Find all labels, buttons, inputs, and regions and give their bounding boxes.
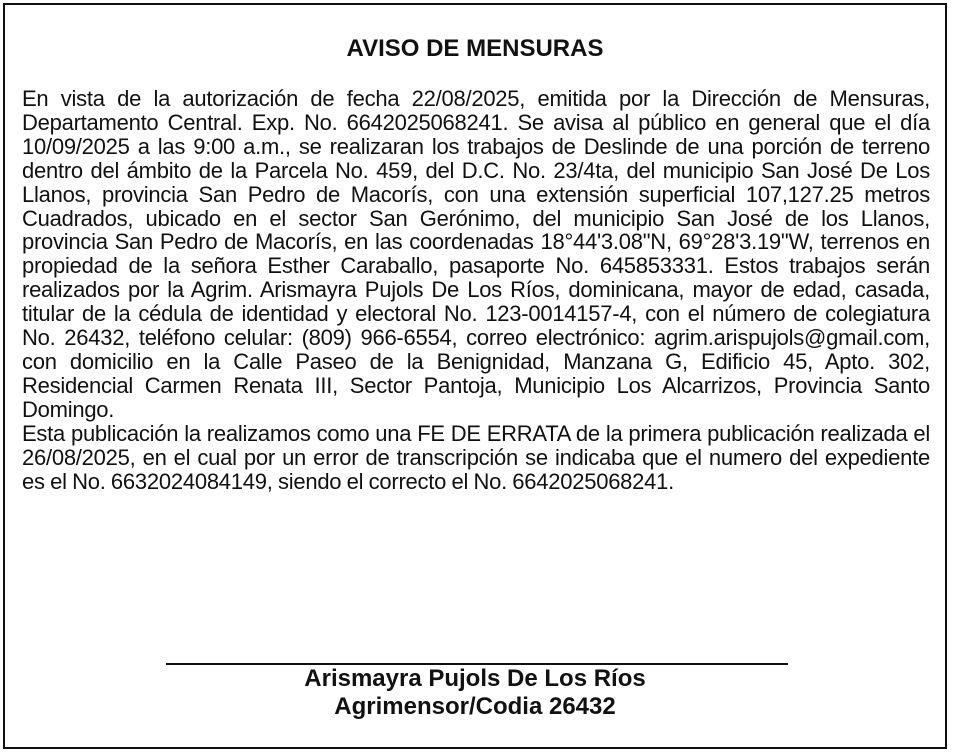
notice-paragraph-main: En vista de la autorización de fecha 22/08/2025, emitida por la Dirección de Mensuras, Departamento Central. Exp. No. 6642025068241. Se avisa al público en general que el día 10/09/2025 a las 9:00 a.m., se realizaran los trabajos de Deslinde de una porción de terreno dentro del ámbito de la Parcela No. 459, del D.C. No. 23/4ta, del municipio San José De Los Llanos, provincia San Pedro de Macorís, con una extensión superficial 107,127.25 metros Cuadrados, ubicado en el sector San Gerónimo, del municipio San José de los Llanos, provincia San Pedro de Macorís, en las coordenadas 18°44'3.08"N, 69°28'3.19"W, terrenos en propiedad de la señora Esther Caraballo, pasaporte No. 645853331. Estos trabajos serán realizados por la Agrim. Arismayra Pujols De Los Ríos, dominicana, mayor de edad, casada, titular de la cédula de identidad y electoral No. 123-0014157-4, con el número de colegiatura No. 26432, teléfono celular: (809) 966-6554, correo electrónico: agrim.arispujols@gmail.com, con domicilio en la Calle Paseo de la Benignidad, Manzana G, Edificio 45, Apto. 302, Residencial Carmen Renata III, Sector Pantoja, Municipio Los Alcarrizos, Provincia Santo Domingo. xyxy=(22,86,930,422)
notice-paragraph-errata: Esta publicación la realizamos como una FE DE ERRATA de la primera publicación realizada el 26/08/2025, en el cual por un error de transcripción se indicaba que el numero del expediente es el No. 6632024084149, siendo el correcto el No. 6642025068241. xyxy=(22,420,930,494)
notice-box xyxy=(3,3,947,749)
notice-title: AVISO DE MENSURAS xyxy=(346,35,604,62)
notice-body xyxy=(22,87,930,493)
signature-name: Arismayra Pujols De Los Ríos xyxy=(304,665,646,692)
signature-title: Agrimensor/Codia 26432 xyxy=(334,693,616,720)
